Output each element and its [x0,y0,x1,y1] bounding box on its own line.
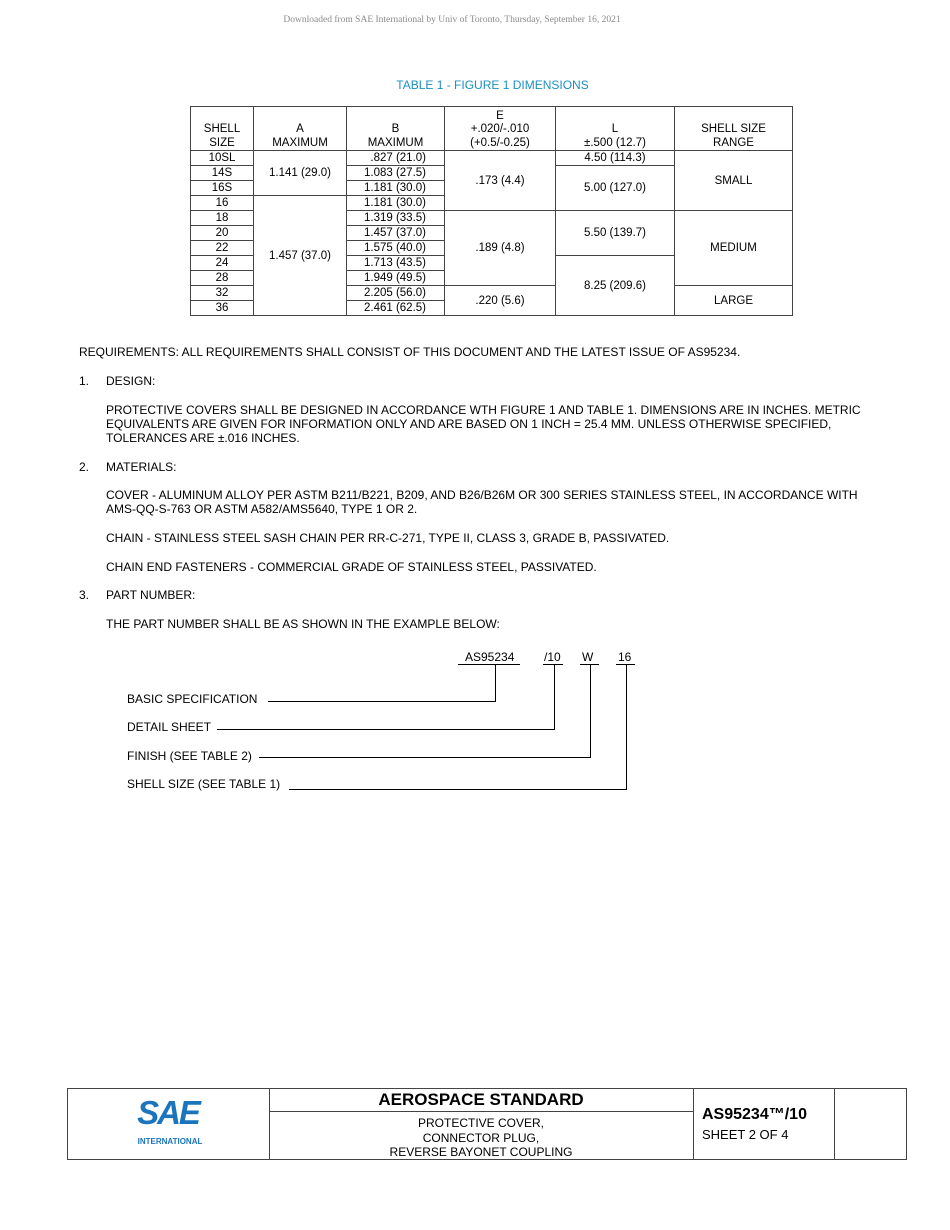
shell-size-cell: 22 [191,241,254,256]
leader-line [626,664,627,789]
header-range: SHELL SIZE RANGE [675,107,793,151]
section-heading-design: DESIGN: [106,374,156,388]
shell-size-cell: 20 [191,226,254,241]
header-b: B MAXIMUM [347,107,445,151]
section-number: 2. [79,460,90,474]
leader-line [259,757,591,758]
a-cell: 1.457 (37.0) [254,196,347,316]
section-number: 3. [79,588,90,602]
shell-size-cell: 28 [191,271,254,286]
underline [543,664,563,665]
shell-size-cell: 32 [191,286,254,301]
b-cell: 1.949 (49.5) [347,271,445,286]
l-cell: 4.50 (114.3) [556,151,675,166]
b-cell: 1.181 (30.0) [347,196,445,211]
document-title: PROTECTIVE COVER, CONNECTOR PLUG, REVERSE BAYONET COUPLING [389,1116,573,1159]
table-title: TABLE 1 - FIGURE 1 DIMENSIONS [396,78,589,92]
leader-line [554,664,555,729]
a-cell: 1.141 (29.0) [254,151,347,196]
l-cell: 5.50 (139.7) [556,211,675,256]
underline [458,664,520,665]
b-cell: .827 (21.0) [347,151,445,166]
leader-line [590,664,591,757]
aerospace-standard-heading: AEROSPACE STANDARD [269,1089,693,1112]
leader-line [495,664,496,701]
b-cell: 1.319 (33.5) [347,211,445,226]
shell-size-cell: 24 [191,256,254,271]
label-basic-specification: BASIC SPECIFICATION [127,692,258,706]
table-header-row [191,107,793,151]
b-cell: 1.181 (30.0) [347,181,445,196]
sae-logo [68,1089,269,1159]
download-note: Downloaded from SAE International by Univ of Toronto, Thursday, September 16, 2021 [283,15,621,25]
requirements-text: REQUIREMENTS: ALL REQUIREMENTS SHALL CONSIST OF THIS DOCUMENT AND THE LATEST ISSUE OF AS95234. [79,345,741,359]
materials-chain-text: CHAIN - STAINLESS STEEL SASH CHAIN PER RR-C-271, TYPE II, CLASS 3, GRADE B, PASSIVATED. [106,531,670,545]
label-detail-sheet: DETAIL SHEET [127,720,212,734]
table-row [191,151,793,166]
b-cell: 2.461 (62.5) [347,301,445,316]
header-a: A MAXIMUM [254,107,347,151]
shell-size-cell: 14S [191,166,254,181]
e-cell: .173 (4.4) [445,151,556,211]
blank-cell [834,1089,905,1159]
section-heading-part-number: PART NUMBER: [106,588,196,602]
e-cell: .220 (5.6) [445,286,556,316]
l-cell: 8.25 (209.6) [556,256,675,316]
pn-basic-spec: AS95234 [465,650,515,664]
shell-size-cell: 16 [191,196,254,211]
range-cell: MEDIUM [675,211,793,286]
doc-number: AS95234™/10 [702,1106,807,1123]
sheet-number: SHEET 2 OF 4 [702,1127,789,1142]
label-finish: FINISH (SEE TABLE 2) [127,749,252,763]
design-text: PROTECTIVE COVERS SHALL BE DESIGNED IN ACCORDANCE WTH FIGURE 1 AND TABLE 1. DIMENSIONS ARE IN INCHES. METRIC EQUIVALENTS ARE GIVEN FOR INFORMATION ONLY AND ARE BASED ON 1 INCH = 25.4 MM. UNLESS OTHERWISE SPECIFIED, TOLERANCES ARE ±.016 INCHES. [106,403,861,445]
b-cell: 1.575 (40.0) [347,241,445,256]
shell-size-cell: 18 [191,211,254,226]
header-shell-size: SHELL SIZE [191,107,254,151]
pn-shell-size: 16 [618,650,632,664]
materials-cover-text: COVER - ALUMINUM ALLOY PER ASTM B211/B221, B209, AND B26/B26M OR 300 SERIES STAINLESS STEEL, IN ACCORDANCE WITH AMS-QQ-S-763 OR ASTM A582/AMS5640, TYPE 1 OR 2. [106,488,858,516]
leader-line [289,789,627,790]
shell-size-cell: 36 [191,301,254,316]
doc-number-cell [693,1089,835,1159]
b-cell: 1.713 (43.5) [347,256,445,271]
b-cell: 2.205 (56.0) [347,286,445,301]
header-l: L ±.500 (12.7) [556,107,675,151]
section-number: 1. [79,374,90,388]
leader-line [217,729,555,730]
e-cell: .189 (4.8) [445,211,556,286]
part-number-text: THE PART NUMBER SHALL BE AS SHOWN IN THE EXAMPLE BELOW: [106,617,500,631]
svg-text:INTERNATIONAL: INTERNATIONAL [137,1137,203,1146]
l-cell: 5.00 (127.0) [556,166,675,211]
b-cell: 1.083 (27.5) [347,166,445,181]
label-shell-size: SHELL SIZE (SEE TABLE 1) [127,777,281,791]
pn-finish: W [582,650,594,664]
section-heading-materials: MATERIALS: [106,460,177,474]
title-cell [269,1089,694,1159]
title-block [67,1088,907,1160]
dimensions-table [190,106,793,316]
svg-text:SAE: SAE [137,1094,199,1131]
materials-fasteners-text: CHAIN END FASTENERS - COMMERCIAL GRADE OF STAINLESS STEEL, PASSIVATED. [106,560,597,574]
logo-cell [68,1089,270,1159]
shell-size-cell: 16S [191,181,254,196]
header-e: E +.020/-.010 (+0.5/-0.25) [445,107,556,151]
leader-line [268,701,496,702]
b-cell: 1.457 (37.0) [347,226,445,241]
range-cell: SMALL [675,151,793,211]
pn-detail-sheet: /10 [544,650,561,664]
range-cell: LARGE [675,286,793,316]
shell-size-cell: 10SL [191,151,254,166]
